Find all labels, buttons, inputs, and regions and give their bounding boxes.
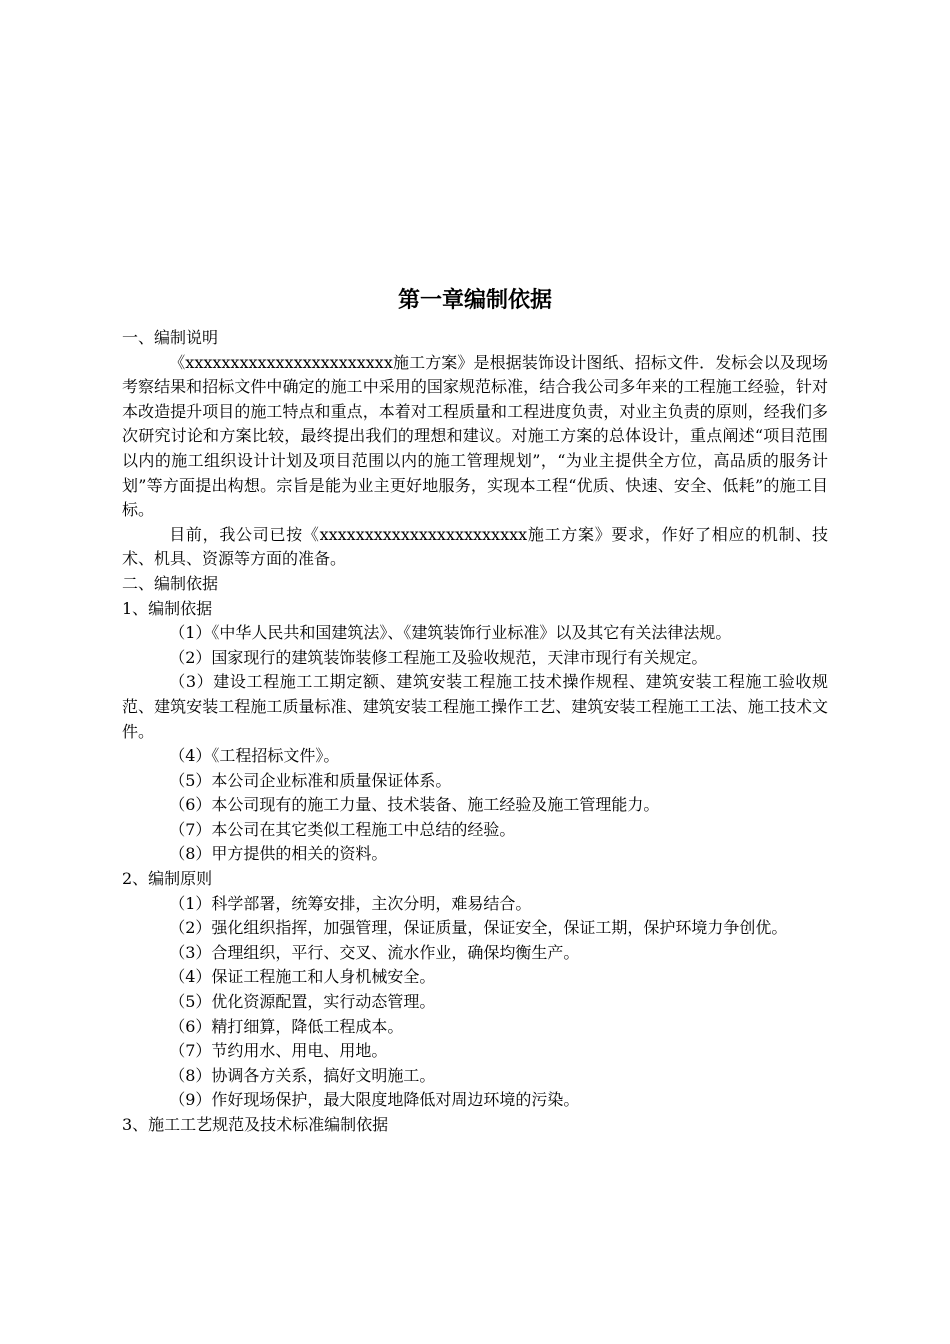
chapter-title: 第一章编制依据	[397, 288, 552, 313]
principle-item: （5）优化资源配置，实行动态管理。	[169, 992, 436, 1012]
basis-item: （6）本公司现有的施工力量、技术装备、施工经验及施工管理能力。	[169, 795, 660, 815]
basis-item: （8）甲方提供的相关的资料。	[169, 844, 388, 864]
basis-item: （1）《中华人民共和国建筑法》、《建筑装饰行业标准》以及其它有关法律法规。	[169, 623, 732, 643]
subsection-heading-2: 2、编制原则	[122, 869, 213, 889]
principle-item: （3）合理组织，平行、交叉、流水作业，确保均衡生产。	[169, 942, 580, 962]
principle-item: （4）保证工程施工和人身机械安全。	[169, 967, 436, 987]
subsection-heading-1: 1、编制依据	[122, 598, 213, 618]
document-body	[122, 326, 828, 1138]
basis-item: （5）本公司企业标准和质量保证体系。	[169, 770, 452, 790]
principle-item: （1）科学部署，统筹安排，主次分明，难易结合。	[169, 893, 532, 913]
basis-item: （3）建设工程施工工期定额、建筑安装工程施工技术操作规程、建筑安装工程施工验收规范、建筑安装工程施工质量标准、建筑安装工程施工操作工艺、建筑安装工程施工工法、施工技术文件。	[122, 672, 828, 741]
principle-item: （9）作好现场保护，最大限度地降低对周边环境的污染。	[169, 1090, 580, 1110]
basis-item: （7）本公司在其它类似工程施工中总结的经验。	[169, 819, 516, 839]
paragraph-1: 《xxxxxxxxxxxxxxxxxxxxxxx施工方案》是根据装饰设计图纸、招标文件．发标会以及现场考察结果和招标文件中确定的施工中采用的国家规范标准，结合我公司多年来的工程施工经验，针对本改造提升项目的施工特点和重点，本着对工程质量和工程进度负责，对业主负责的原则，经我们多次研究讨论和方案比较，最终提出我们的理想和建议。对施工方案的总体设计，重点阐述“项目范围以内的施工组织设计计划及项目范围以内的施工管理规划”，“为业主提供全方位，高品质的服务计划”等方面提出构想。宗旨是能为业主更好地服务，实现本工程“优质、快速、安全、低耗”的施工目标。	[122, 352, 828, 520]
principle-item: （2）强化组织指挥，加强管理，保证质量，保证安全，保证工期，保护环境力争创优。	[169, 918, 788, 938]
basis-item: （2）国家现行的建筑装饰装修工程施工及验收规范，天津市现行有关规定。	[169, 647, 708, 667]
paragraph-2: 目前，我公司已按《xxxxxxxxxxxxxxxxxxxxxxx施工方案》要求，作好了相应的机制、技术、机具、资源等方面的准备。	[122, 524, 828, 569]
section-heading-2: 二、编制依据	[122, 573, 219, 593]
basis-item: （4）《工程招标文件》。	[169, 746, 340, 766]
principle-item: （6）精打细算，降低工程成本。	[169, 1016, 404, 1036]
principle-item: （8）协调各方关系，搞好文明施工。	[169, 1065, 436, 1085]
section-heading-1: 一、编制说明	[122, 328, 219, 347]
principle-item: （7）节约用水、用电、用地。	[169, 1041, 388, 1061]
subsection-heading-3: 3、施工工艺规范及技术标准编制依据	[122, 1115, 389, 1134]
